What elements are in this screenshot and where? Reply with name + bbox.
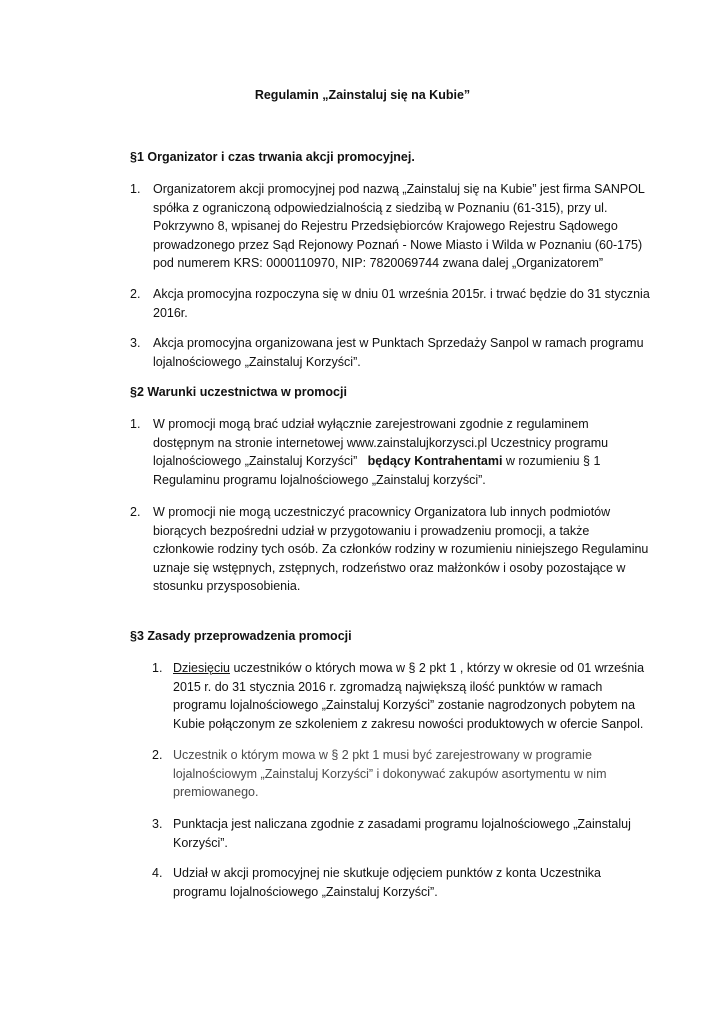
item-number: 2. <box>130 287 141 301</box>
item-line: programu lojalnościowego „Zainstaluj Korzyści” zostanie nagrodzonych pobytem na <box>173 698 636 712</box>
item-line: biorących bezpośredni udział w przygotowaniu i prowadzeniu promocji, a także <box>153 523 590 538</box>
item-text <box>153 180 645 273</box>
item-line: Akcja promocyjna rozpoczyna się w dniu 01 września 2015r. i trwać będzie do 31 stycznia <box>153 287 650 301</box>
item-number: 3. <box>130 336 141 350</box>
item-line: Korzyści”. <box>173 835 228 850</box>
item-line: Organizatorem akcji promocyjnej pod nazwą „Zainstaluj się na Kubie” jest firma SANPOL <box>153 182 645 196</box>
item-text <box>173 815 631 852</box>
item-line: Regulaminu programu lojalnościowego „Zainstaluj korzyści”. <box>153 472 486 487</box>
item-number: 1. <box>130 417 141 431</box>
item-line: Udział w akcji promocyjnej nie skutkuje odjęciem punktów z konta Uczestnika <box>173 866 601 880</box>
item-text <box>153 415 608 489</box>
item-text <box>173 659 644 733</box>
item-line <box>173 659 644 678</box>
section-heading: §1 Organizator i czas trwania akcji promocyjnej. <box>130 150 415 164</box>
section-heading: §2 Warunki uczestnictwa w promocji <box>130 385 347 399</box>
item-number: 4. <box>152 866 163 880</box>
item-line: lojalnościowego „Zainstaluj Korzyści”. <box>153 354 361 369</box>
item-number: 1. <box>130 182 141 196</box>
item-line: 2015 r. do 31 stycznia 2016 r. zgromadzą największą ilość punktów w ramach <box>173 679 603 694</box>
bold-phrase: będący Kontrahentami <box>367 454 503 468</box>
item-text <box>153 503 648 596</box>
item-text <box>173 864 601 901</box>
item-text <box>173 746 607 802</box>
item-line: dostępnym na stronie internetowej www.zainstalujkorzysci.pl Uczestnicy programu <box>153 435 609 450</box>
item-line: Uczestnik o którym mowa w § 2 pkt 1 musi być zarejestrowany w programie <box>173 748 592 762</box>
item-text <box>153 285 650 322</box>
item-line: W promocji mogą brać udział wyłącznie zarejestrowani zgodnie z regulaminem <box>153 417 589 431</box>
item-line: Akcja promocyjna organizowana jest w Punktach Sprzedaży Sanpol w ramach programu <box>153 336 644 350</box>
item-line: 2016r. <box>153 305 188 320</box>
item-line: prowadzonego przez Sąd Rejonowy Poznań - Nowe Miasto i Wilda w Poznaniu (60-175) <box>153 237 643 252</box>
item-number: 1. <box>152 661 163 675</box>
item-text <box>153 334 644 371</box>
document-title: Regulamin „Zainstaluj się na Kubie” <box>254 88 471 102</box>
item-line: lojalnościowym „Zainstaluj Korzyści” i dokonywać zakupów asortymentu w nim <box>173 766 607 781</box>
item-line: W promocji nie mogą uczestniczyć pracownicy Organizatora lub innych podmiotów <box>153 505 611 519</box>
item-line: członkowie rodziny tych osób. Za członków rodziny w rozumieniu niniejszego Regulaminu <box>153 542 649 556</box>
item-line-end: w rozumieniu § 1 <box>505 454 601 468</box>
item-line-start: lojalnościowego „Zainstaluj Korzyści” <box>153 454 358 468</box>
item-number: 2. <box>130 505 141 519</box>
item-line <box>153 452 608 471</box>
item-line: stosunku przysposobienia. <box>153 579 301 593</box>
item-line-rest: uczestników o których mowa w § 2 pkt 1 , którzy w okresie od 01 września <box>229 661 645 675</box>
item-line: Pokrzywno 8, wpisanej do Rejestru Przedsiębiorców Krajowego Rejestru Sądowego <box>153 219 618 233</box>
section-heading: §3 Zasady przeprowadzenia promocji <box>130 629 352 643</box>
item-line: programu lojalnościowego „Zainstaluj Korzyści”. <box>173 884 438 899</box>
underlined-word: Dziesięciu <box>173 661 230 675</box>
item-line: Kubie połączonym ze szkoleniem z zakresu nowości produktowych w ofercie Sanpol. <box>173 716 644 731</box>
item-line: uznaje się wstępnych, zstępnych, rodzeństwo oraz małżonków i osoby pozostające w <box>153 560 626 575</box>
item-line: premiowanego. <box>173 785 259 799</box>
item-line: pod numerem KRS: 0000110970, NIP: 7820069744 zwana dalej „Organizatorem” <box>153 256 604 270</box>
item-number: 3. <box>152 817 163 831</box>
item-line: spółka z ograniczoną odpowiedzialnością z siedzibą w Poznaniu (61-315), przy ul. <box>153 200 608 215</box>
item-line: Punktacja jest naliczana zgodnie z zasadami programu lojalnościowego „Zainstaluj <box>173 817 631 831</box>
item-number: 2. <box>152 748 163 762</box>
